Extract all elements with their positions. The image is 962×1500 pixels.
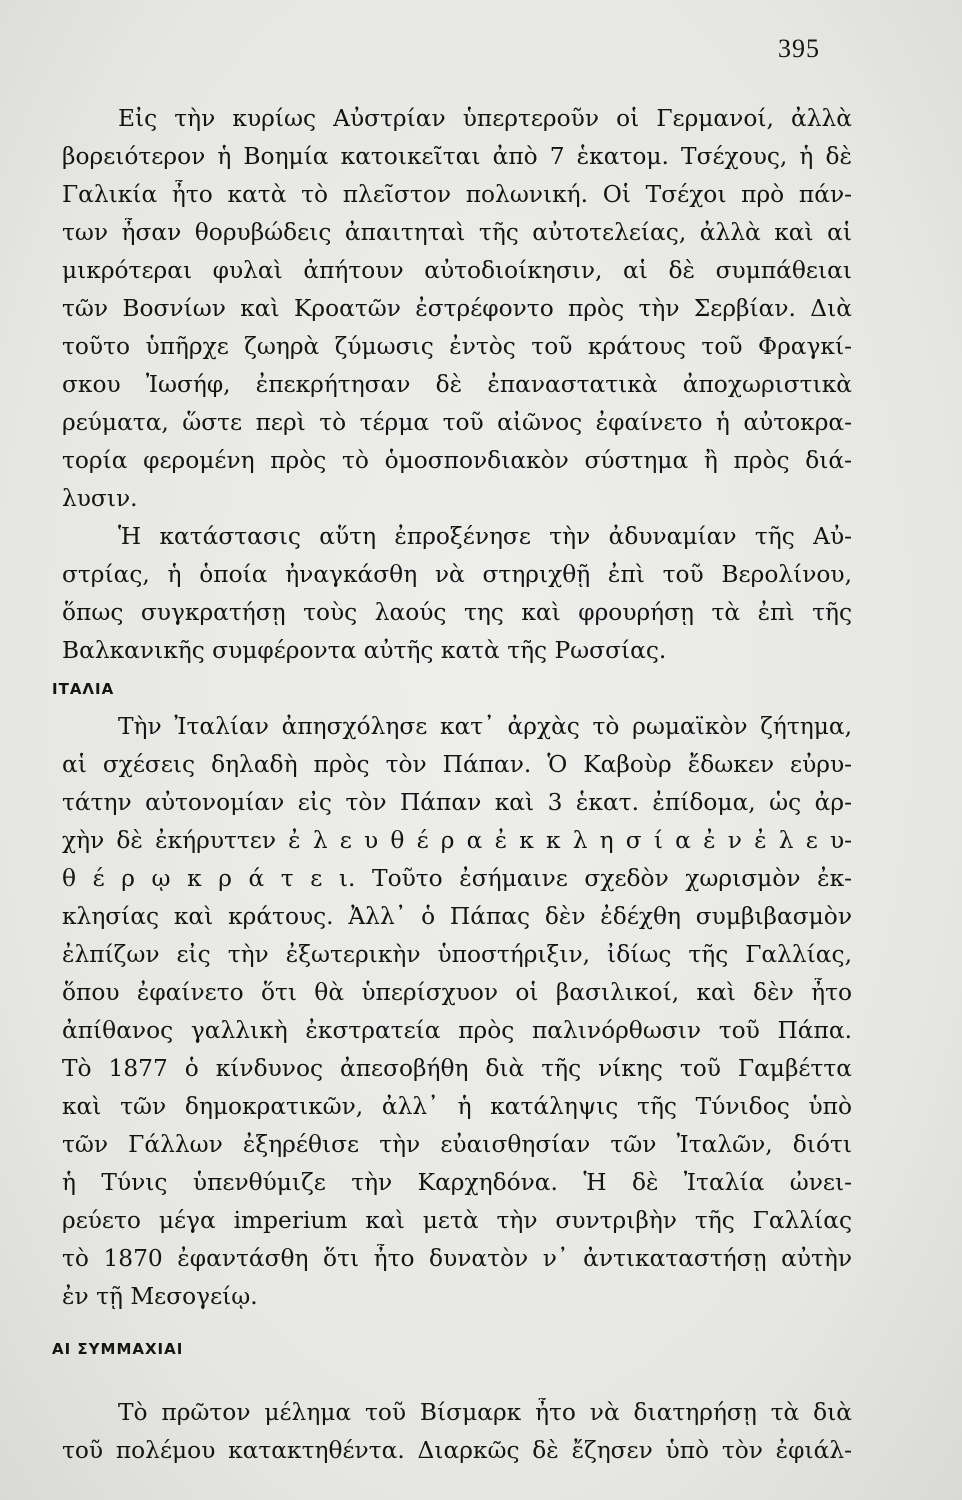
text-line: Τὴν Ἰταλίαν ἀπησχόλησε κατ᾽ ἀρχὰς τὸ ρωμαϊκὸν ζήτημα, bbox=[118, 713, 852, 740]
text-line: Γαλικία ἦτο κατὰ τὸ πλεῖστον πολωνική. Οἱ Τσέχοι πρὸ πάν- bbox=[62, 181, 852, 208]
text-line: τάτην αὐτονομίαν εἰς τὸν Πάπαν καὶ 3 ἑκατ. ἐπίδομα, ὡς ἀρ- bbox=[62, 789, 852, 816]
text-line: τορία φερομένη πρὸς τὸ ὁμοσπονδιακὸν σύστημα ἢ πρὸς διά- bbox=[62, 447, 852, 474]
section-heading-alliances: ΑΙ ΣΥΜΜΑΧΙΑΙ bbox=[52, 1340, 184, 1358]
text-line: θ έ ρ ῳ κ ρ ά τ ε ι. Τοῦτο ἐσήμαινε σχεδὸν χωρισμὸν ἐκ- bbox=[62, 865, 852, 892]
section-heading-italy: ΙΤΑΛΙΑ bbox=[52, 680, 115, 698]
text-line: τοῦτο ὑπῆρχε ζωηρὰ ζύμωσις ἐντὸς τοῦ κράτους τοῦ Φραγκί- bbox=[62, 333, 852, 360]
text-line: σκου Ἰωσήφ, ἐπεκρήτησαν δὲ ἐπαναστατικὰ ἀποχωριστικὰ bbox=[62, 371, 852, 398]
text-line: μικρότεραι φυλαὶ ἀπήτουν αὐτοδιοίκησιν, αἱ δὲ συμπάθειαι bbox=[62, 257, 852, 284]
text-line: ρεύετο μέγα imperium καὶ μετὰ τὴν συντριβὴν τῆς Γαλλίας bbox=[62, 1207, 852, 1234]
text-line: βορειότερον ἡ Βοημία κατοικεῖται ἀπὸ 7 ἑκατομ. Τσέχους, ἡ δὲ bbox=[62, 143, 852, 170]
text-line: τοῦ πολέμου κατακτηθέντα. Διαρκῶς δὲ ἔζησεν ὑπὸ τὸν ἐφιάλ- bbox=[62, 1437, 852, 1464]
text-line: των ἦσαν θορυβώδεις ἀπαιτηταὶ τῆς αὐτοτελείας, ἀλλὰ καὶ αἱ bbox=[62, 219, 852, 246]
text-line: χὴν δὲ ἐκήρυττεν ἐ λ ε υ θ έ ρ α ἐ κ κ λ η σ ί α ἐ ν ἐ λ ε υ- bbox=[62, 827, 852, 854]
text-line: ἐλπίζων εἰς τὴν ἐξωτερικὴν ὑποστήριξιν, ἰδίως τῆς Γαλλίας, bbox=[62, 941, 852, 968]
text-line: ὅπως συγκρατήσῃ τοὺς λαούς της καὶ φρουρήσῃ τὰ ἐπὶ τῆς bbox=[62, 599, 852, 626]
page-number: 395 bbox=[778, 34, 820, 63]
text-line: ὅπου ἐφαίνετο ὅτι θὰ ὑπερίσχυον οἱ βασιλικοί, καὶ δὲν ἦτο bbox=[62, 979, 852, 1006]
text-line: Βαλκανικῆς συμφέροντα αὐτῆς κατὰ τῆς Ρωσσίας. bbox=[62, 637, 667, 664]
text-line: Ἡ κατάστασις αὕτη ἐπροξένησε τὴν ἀδυναμίαν τῆς Αὐ- bbox=[118, 523, 852, 550]
text-line: ἡ Τύνις ὑπενθύμιζε τὴν Καρχηδόνα. Ἡ δὲ Ἰταλία ὠνει- bbox=[62, 1169, 852, 1196]
text-line: τῶν Βοσνίων καὶ Κροατῶν ἐστρέφοντο πρὸς τὴν Σερβίαν. Διὰ bbox=[62, 295, 852, 322]
text-line: κλησίας καὶ κράτους. Ἀλλ᾽ ὁ Πάπας δὲν ἐδέχθη συμβιβασμὸν bbox=[62, 903, 852, 930]
text-line: Εἰς τὴν κυρίως Αὐστρίαν ὑπερτεροῦν οἱ Γερμανοί, ἀλλὰ bbox=[118, 105, 852, 132]
text-line: τὸ 1870 ἐφαντάσθη ὅτι ἦτο δυνατὸν ν᾽ ἀντικαταστήσῃ αὐτὴν bbox=[62, 1245, 852, 1272]
text-line: Τὸ 1877 ὁ κίνδυνος ἀπεσοβήθη διὰ τῆς νίκης τοῦ Γαμβέττα bbox=[62, 1055, 852, 1082]
text-line: λυσιν. bbox=[62, 485, 138, 512]
text-line: στρίας, ἡ ὁποία ἠναγκάσθη νὰ στηριχθῇ ἐπὶ τοῦ Βερολίνου, bbox=[62, 561, 852, 588]
text-line: καὶ τῶν δημοκρατικῶν, ἀλλ᾽ ἡ κατάληψις τῆς Τύνιδος ὑπὸ bbox=[62, 1093, 852, 1120]
text-line: τῶν Γάλλων ἐξηρέθισε τὴν εὐαισθησίαν τῶν Ἰταλῶν, διότι bbox=[62, 1131, 852, 1158]
text-line: Τὸ πρῶτον μέλημα τοῦ Βίσμαρκ ἦτο νὰ διατηρήσῃ τὰ διὰ bbox=[118, 1399, 852, 1426]
text-line: ἀπίθανος γαλλικὴ ἐκστρατεία πρὸς παλινόρθωσιν τοῦ Πάπα. bbox=[62, 1017, 852, 1044]
text-line: ρεύματα, ὥστε περὶ τὸ τέρμα τοῦ αἰῶνος ἐφαίνετο ἡ αὐτοκρα- bbox=[62, 409, 852, 436]
text-line: ἐν τῇ Μεσογείῳ. bbox=[62, 1283, 258, 1310]
text-line: αἱ σχέσεις δηλαδὴ πρὸς τὸν Πάπαν. Ὁ Καβοὺρ ἔδωκεν εὐρυ- bbox=[62, 751, 852, 778]
